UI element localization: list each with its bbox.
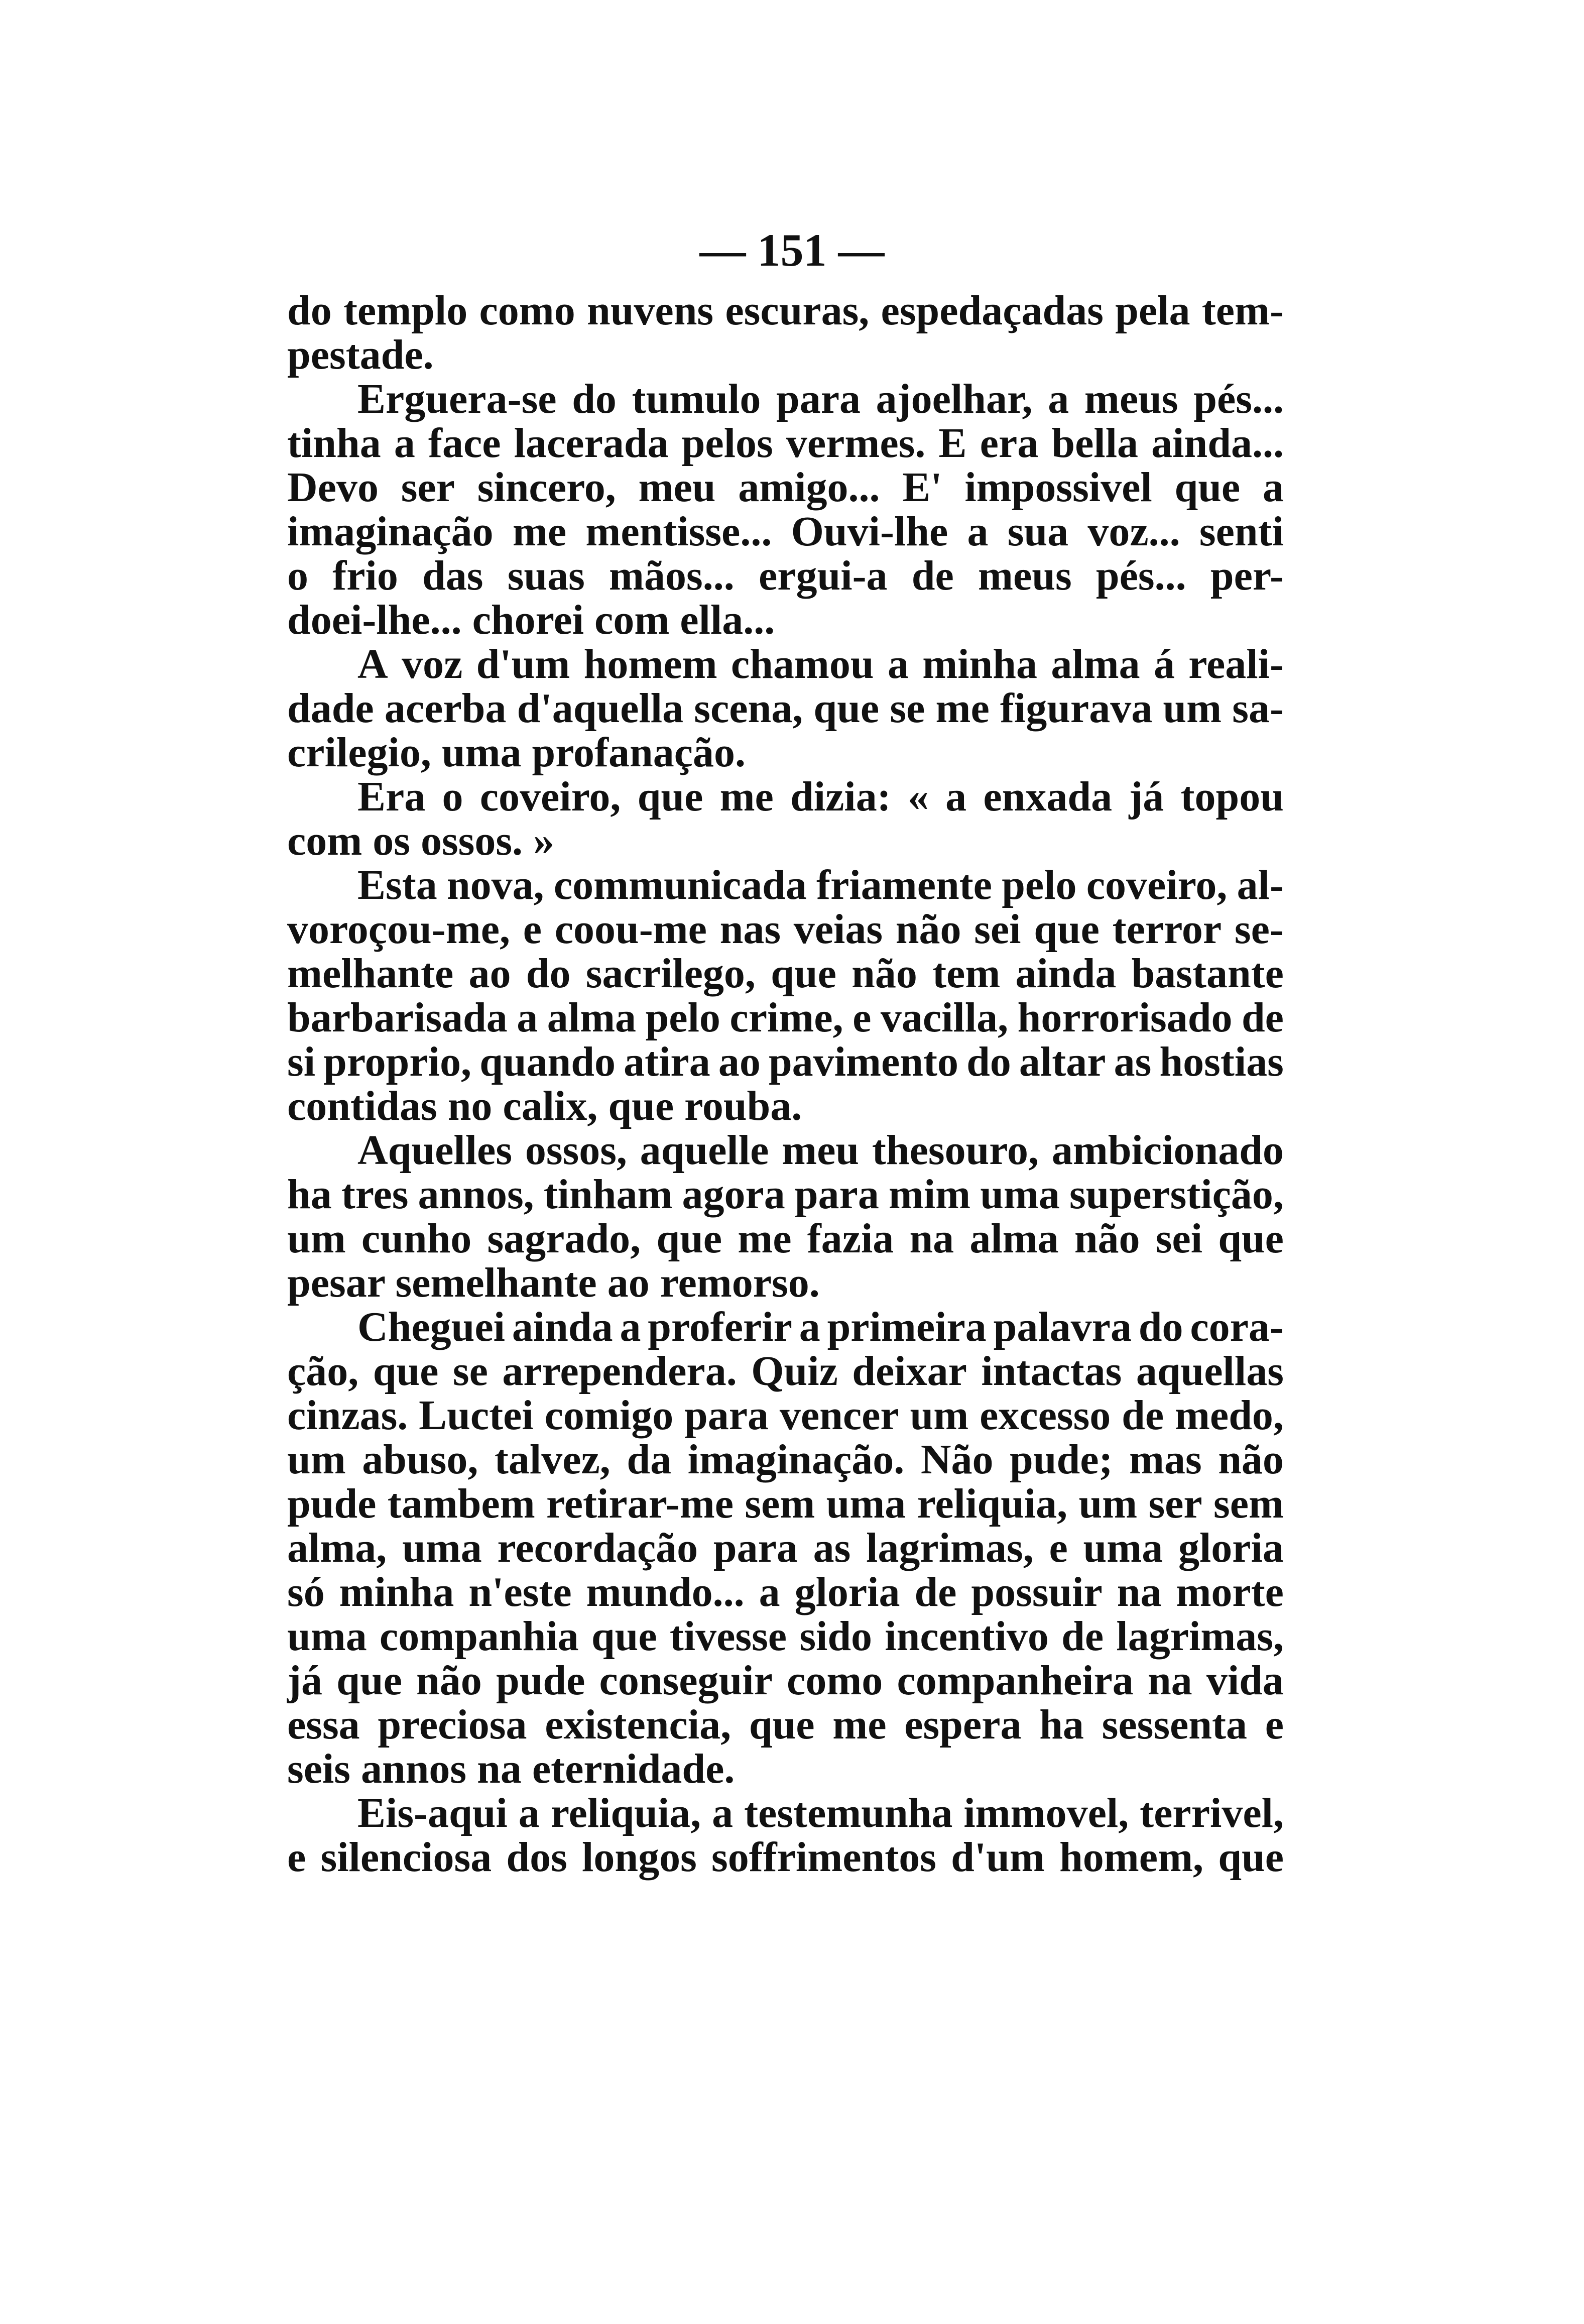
text-line: pesar semelhante ao remorso. <box>287 1259 820 1306</box>
text-line: pestade. <box>287 331 434 378</box>
text-line: doei-lhe... chorei com ella... <box>287 597 775 643</box>
text-line: uma companhia que tivesse sido incentivo de lagrimas, <box>287 1613 1284 1660</box>
text-line: melhante ao do sacrilego, que não tem ainda bastante <box>287 950 1284 997</box>
text-line: barbarisada a alma pelo crime, e vacilla, horrorisado de <box>287 994 1284 1041</box>
text-line: Eis-aqui a reliquia, a testemunha immovel, terrivel, <box>357 1790 1284 1836</box>
text-line: já que não pude conseguir como companheira na vida <box>287 1657 1284 1704</box>
text-line: Devo ser sincero, meu amigo... E' impossivel que a <box>287 464 1284 511</box>
text-line: ha tres annos, tinham agora para mim uma superstição, <box>287 1171 1284 1218</box>
text-line: o frio das suas mãos... ergui-a de meus pés... per- <box>287 552 1284 599</box>
text-line: Era o coveiro, que me dizia: « a enxada já topou <box>357 773 1284 820</box>
text-line: cinzas. Luctei comigo para vencer um excesso de medo, <box>287 1392 1284 1439</box>
text-line: do templo como nuvens escuras, espedaçadas pela tem- <box>287 287 1284 334</box>
text-line: alma, uma recordação para as lagrimas, e uma gloria <box>287 1525 1284 1571</box>
text-line: um cunho sagrado, que me fazia na alma não sei que <box>287 1215 1284 1262</box>
text-line: voroçou-me, e coou-me nas veias não sei que terror se- <box>287 906 1284 953</box>
text-line: A voz d'um homem chamou a minha alma á reali- <box>357 641 1284 687</box>
text-line: dade acerba d'aquella scena, que se me figurava um sa- <box>287 685 1284 732</box>
text-line: e silenciosa dos longos soffrimentos d'um homem, que <box>287 1834 1284 1881</box>
text-line: si proprio, quando atira ao pavimento do altar as hostias <box>287 1038 1284 1085</box>
text-line: Erguera-se do tumulo para ajoelhar, a meus pés... <box>357 376 1284 422</box>
text-line: Esta nova, communicada friamente pelo coveiro, al- <box>357 862 1284 908</box>
text-line: ção, que se arrependera. Quiz deixar intactas aquellas <box>287 1348 1284 1395</box>
page-number: — 151 — <box>699 224 885 276</box>
text-line: com os ossos. » <box>287 818 555 864</box>
text-line: crilegio, uma profanação. <box>287 729 746 776</box>
text-line: tinha a face lacerada pelos vermes. E era bella ainda... <box>287 420 1284 467</box>
text-line: um abuso, talvez, da imaginação. Não pude; mas não <box>287 1436 1284 1483</box>
body-text <box>287 289 1284 1880</box>
text-line: Cheguei ainda a proferir a primeira palavra do cora- <box>357 1304 1284 1350</box>
text-line: só minha n'este mundo... a gloria de possuir na morte <box>287 1569 1284 1615</box>
text-line: contidas no calix, que rouba. <box>287 1083 802 1129</box>
text-line: pude tambem retirar-me sem uma reliquia, um ser sem <box>287 1480 1284 1527</box>
text-line: imaginação me mentisse... Ouvi-lhe a sua voz... senti <box>287 508 1284 555</box>
text-line: Aquelles ossos, aquelle meu thesouro, ambicionado <box>357 1127 1284 1174</box>
text-line: seis annos na eternidade. <box>287 1746 735 1792</box>
text-line: essa preciosa existencia, que me espera ha sessenta e <box>287 1701 1284 1748</box>
